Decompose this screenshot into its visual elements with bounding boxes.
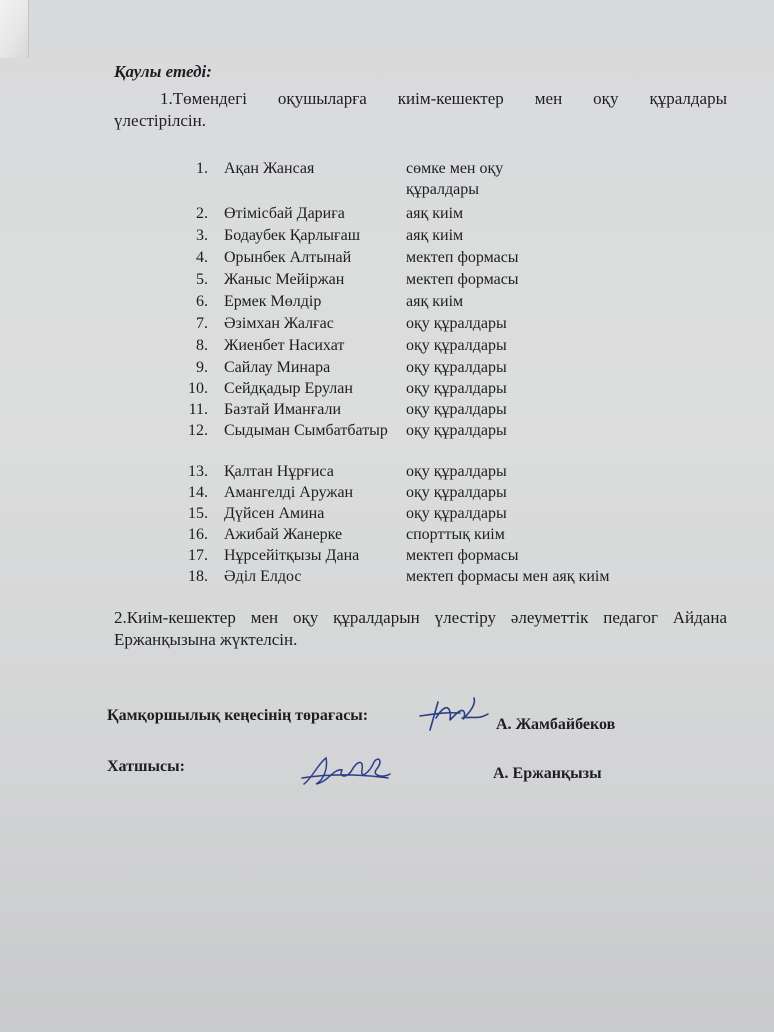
secretary-name: А. Ержанқызы [493,765,602,782]
chair-title: Қамқоршылық кеңесінің төрағасы: [107,707,369,724]
list-item-student-name: Базтай Иманғали [224,401,342,418]
list-item-aid: оқу құралдары [406,315,507,332]
list-item-student-name: Амангелді Аружан [224,484,354,501]
list-item-aid: мектеп формасы мен аяқ киім [406,568,610,585]
list-item-number: 8. [196,337,208,354]
list-item-student-name: Бодаубек Қарлығаш [224,227,361,244]
list-item-aid: оқу құралдары [406,505,507,522]
list-item-aid: оқу құралдары [406,463,507,480]
list-item-aid: оқу құралдары [406,401,507,418]
list-item-aid: сөмке мен оқу құралдары [406,160,504,198]
list-item-student-name: Ермек Мөлдір [224,293,322,310]
list-item-student-name: Сайлау Минара [224,359,331,376]
list-item-aid: мектеп формасы [406,271,519,288]
list-item-student-name: Ақан Жансая [224,160,315,177]
list-item-number: 5. [196,271,208,288]
list-item-student-name: Сейдқадыр Ерулан [224,380,353,397]
list-item-number: 4. [196,249,208,266]
list-item-number: 13. [188,463,208,480]
list-item-aid: спорттық киім [406,526,505,543]
list-item-number: 7. [196,315,208,332]
paragraph-distribution-line2: үлестірілсін. [114,111,206,130]
paragraph-assignment: 2.Киім-кешектер мен оқу құралдарын үлестіру әлеуметтік педагог Айдана Ержанқызына жүктелсін. [114,608,727,649]
list-item-number: 6. [196,293,208,310]
list-item-aid: мектеп формасы [406,547,519,564]
list-item-aid: оқу құралдары [406,359,507,376]
list-item-aid: аяқ киім [406,205,464,222]
list-item-number: 17. [188,547,208,564]
list-item-number: 1. [196,160,208,177]
secretary-title: Хатшысы: [107,758,185,775]
list-item-number: 2. [196,205,208,222]
paragraph-distribution [114,88,727,132]
list-item-student-name: Жиенбет Насихат [224,337,345,354]
list-item-student-name: Өтімісбай Дариға [224,205,345,222]
list-item-aid: оқу құралдары [406,337,507,354]
list-item-number: 14. [188,484,208,501]
chair-signature-mark [416,694,494,734]
list-item-number: 11. [188,401,208,418]
list-item-student-name: Қалтан Нұрғиса [224,463,334,480]
resolution-heading: Қаулы етеді: [114,62,212,81]
list-item-aid: аяқ киім [406,293,464,310]
list-item-aid: аяқ киім [406,227,464,244]
list-item-number: 18. [188,568,208,585]
list-item-number: 16. [188,526,208,543]
list-item-student-name: Сыдыман Сымбатбатыр [224,422,388,439]
list-item-number: 10. [188,380,208,397]
list-item-number: 15. [188,505,208,522]
list-item-aid: оқу құралдары [406,484,507,501]
list-item-student-name: Әділ Елдос [224,568,302,585]
secretary-signature-mark [298,748,394,792]
list-item-student-name: Орынбек Алтынай [224,249,352,266]
paragraph-distribution-line1: 1.Төмендегі оқушыларға киім-кешектер мен оқу құралдары [160,89,727,108]
list-item-student-name: Әзімхан Жалғас [224,315,334,332]
list-item-aid: мектеп формасы [406,249,519,266]
list-item-number: 9. [196,359,208,376]
list-item-student-name: Ажибай Жанерке [224,526,343,543]
list-item-number: 12. [188,422,208,439]
list-item-student-name: Нұрсейітқызы Дана [224,547,360,564]
list-item-student-name: Дүйсен Амина [224,505,325,522]
list-item-aid: оқу құралдары [406,380,507,397]
list-item-aid: оқу құралдары [406,422,507,439]
list-item-number: 3. [196,227,208,244]
list-item-student-name: Жаныс Мейіржан [224,271,345,288]
chair-name: А. Жамбайбеков [496,716,616,733]
